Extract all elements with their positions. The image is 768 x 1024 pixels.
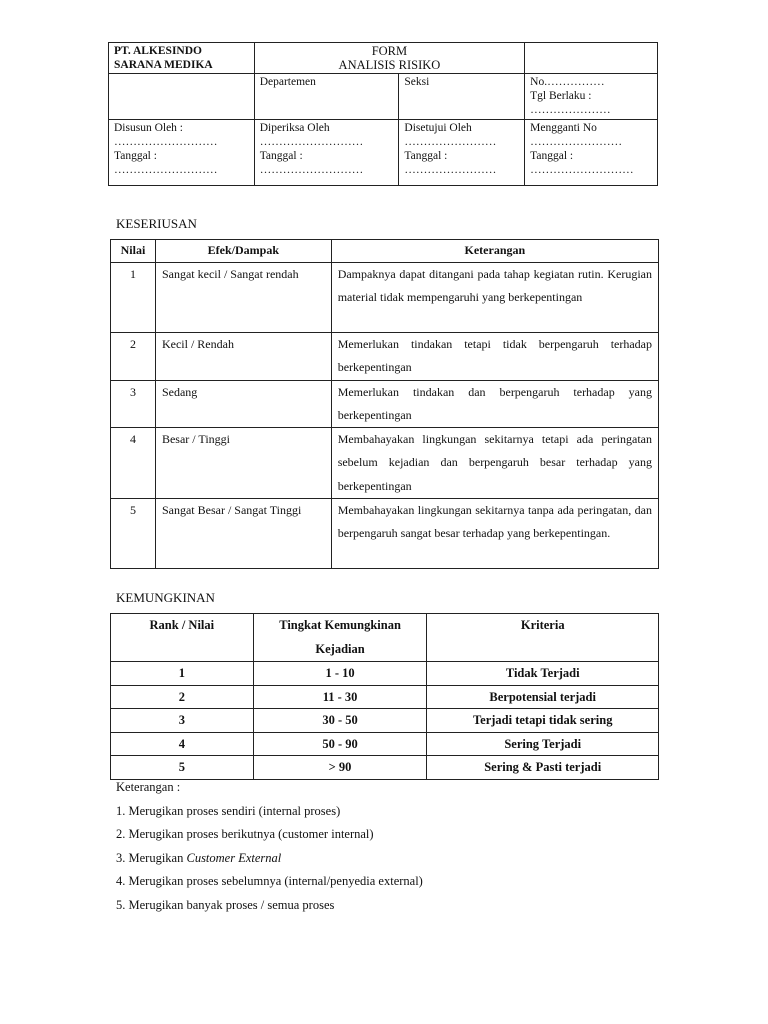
diperiksa-dots: ……………………… <box>259 136 364 148</box>
note-item-3-emphasis: Customer External <box>186 850 282 865</box>
diperiksa-tanggal-label: Tanggal : <box>259 150 303 162</box>
table-row <box>111 428 659 499</box>
header-keterangan: Keterangan <box>331 240 658 263</box>
company-name-cell <box>109 43 255 74</box>
efek-cell: Sangat kecil / Sangat rendah <box>155 263 331 333</box>
tingkat-cell: 50 - 90 <box>253 732 427 756</box>
form-title-cell <box>254 43 524 74</box>
efek-cell: Sedang <box>155 380 331 428</box>
header-kriteria: Kriteria <box>427 614 659 662</box>
disetujui-dots: …………………… <box>404 136 497 148</box>
header-rank: Rank / Nilai <box>111 614 254 662</box>
nilai-cell: 2 <box>111 333 156 381</box>
form-header-table <box>108 42 658 186</box>
note-item-2: 2. Merugikan proses berikutnya (customer internal) <box>116 827 374 841</box>
departemen-label: Departemen <box>259 76 316 88</box>
table-row <box>111 380 659 428</box>
disetujui-tanggal-dots: …………………… <box>404 164 497 176</box>
table-row <box>111 685 659 709</box>
table-row <box>111 662 659 686</box>
form-title-line-1: FORM <box>371 44 408 58</box>
kriteria-cell: Terjadi tetapi tidak sering <box>427 709 659 733</box>
keseriusan-title: KESERIUSAN <box>116 216 197 231</box>
keseriusan-table <box>110 239 659 569</box>
kriteria-cell: Berpotensial terjadi <box>427 685 659 709</box>
tingkat-cell: 11 - 30 <box>253 685 427 709</box>
form-title-line-2: ANALISIS RISIKO <box>338 58 441 72</box>
note-item-3 <box>116 847 423 871</box>
mengganti-field <box>525 120 658 186</box>
rank-cell: 5 <box>111 756 254 780</box>
efek-cell: Kecil / Rendah <box>155 333 331 381</box>
tingkat-cell: 1 - 10 <box>253 662 427 686</box>
table-row <box>111 732 659 756</box>
no-label: No.…………… <box>530 76 605 88</box>
disusun-tanggal-label: Tanggal : <box>114 150 157 162</box>
tingkat-cell: > 90 <box>253 756 427 780</box>
rank-cell: 4 <box>111 732 254 756</box>
keterangan-notes <box>116 776 423 917</box>
keterangan-cell: Memerlukan tindakan tetapi tidak berpengaruh terhadap berkepentingan <box>331 333 658 381</box>
doc-number-field <box>525 74 658 120</box>
disetujui-label: Disetujui Oleh <box>404 122 472 134</box>
diperiksa-label: Diperiksa Oleh <box>259 122 330 134</box>
mengganti-dots: …………………… <box>530 136 623 148</box>
header-efek: Efek/Dampak <box>155 240 331 263</box>
rank-cell: 2 <box>111 685 254 709</box>
kriteria-cell: Tidak Terjadi <box>427 662 659 686</box>
seksi-label: Seksi <box>404 76 430 88</box>
company-line-1: PT. ALKESINDO <box>114 45 202 57</box>
note-item-5: 5. Merugikan banyak proses / semua proses <box>116 897 335 912</box>
diperiksa-field <box>254 120 399 186</box>
disusun-label: Disusun Oleh : <box>114 122 183 134</box>
table-row <box>111 499 659 569</box>
departemen-field <box>254 74 399 120</box>
note-item-4: 4. Merugikan proses sebelumnya (internal/penyedia external) <box>116 874 423 888</box>
tgl-berlaku-dots: ………………… <box>530 104 611 116</box>
kriteria-cell: Sering & Pasti terjadi <box>427 756 659 780</box>
keterangan-cell: Membahayakan lingkungan sekitarnya tetapi ada peringatan sebelum kejadian dan berpengaruh besar terhadap yang berkepentingan <box>331 428 658 499</box>
keterangan-cell: Membahayakan lingkungan sekitarnya tanpa ada peringatan, dan berpengaruh sangat besar terhadap yang berkepentingan. <box>331 499 658 569</box>
rank-cell: 1 <box>111 662 254 686</box>
kemungkinan-table <box>110 613 659 780</box>
form-title-empty-cell <box>525 43 658 74</box>
diperiksa-tanggal-dots: ……………………… <box>259 164 364 176</box>
disusun-dots: ……………………… <box>114 136 218 148</box>
header-nilai: Nilai <box>111 240 156 263</box>
note-item-3-prefix: 3. Merugikan <box>116 850 187 865</box>
tingkat-cell: 30 - 50 <box>253 709 427 733</box>
efek-cell: Sangat Besar / Sangat Tinggi <box>155 499 331 569</box>
keterangan-cell: Memerlukan tindakan dan berpengaruh terhadap yang berkepentingan <box>331 380 658 428</box>
notes-title: Keterangan : <box>116 780 181 794</box>
table-row <box>111 709 659 733</box>
disusun-tanggal-dots: ……………………… <box>114 164 218 176</box>
note-item-1: 1. Merugikan proses sendiri (internal proses) <box>116 803 341 818</box>
rank-cell: 3 <box>111 709 254 733</box>
table-row <box>111 263 659 333</box>
mengganti-tanggal-label: Tanggal : <box>530 150 574 162</box>
kriteria-cell: Sering Terjadi <box>427 732 659 756</box>
empty-cell <box>109 74 255 120</box>
company-line-2: SARANA MEDIKA <box>114 59 213 71</box>
tgl-berlaku-label: Tgl Berlaku : <box>530 90 592 102</box>
disetujui-tanggal-label: Tanggal : <box>404 150 448 162</box>
mengganti-label: Mengganti No <box>530 122 597 134</box>
mengganti-tanggal-dots: ……………………… <box>530 164 634 176</box>
header-tingkat: Tingkat Kemungkinan Kejadian <box>253 614 427 662</box>
nilai-cell: 3 <box>111 380 156 428</box>
disusun-field <box>109 120 255 186</box>
nilai-cell: 5 <box>111 499 156 569</box>
nilai-cell: 4 <box>111 428 156 499</box>
keterangan-cell: Dampaknya dapat ditangani pada tahap kegiatan rutin. Kerugian material tidak mempengaruhi yang berkepentingan <box>331 263 658 333</box>
nilai-cell: 1 <box>111 263 156 333</box>
kemungkinan-title: KEMUNGKINAN <box>116 590 215 605</box>
table-row <box>111 333 659 381</box>
disetujui-field <box>399 120 525 186</box>
efek-cell: Besar / Tinggi <box>155 428 331 499</box>
seksi-field <box>399 74 525 120</box>
